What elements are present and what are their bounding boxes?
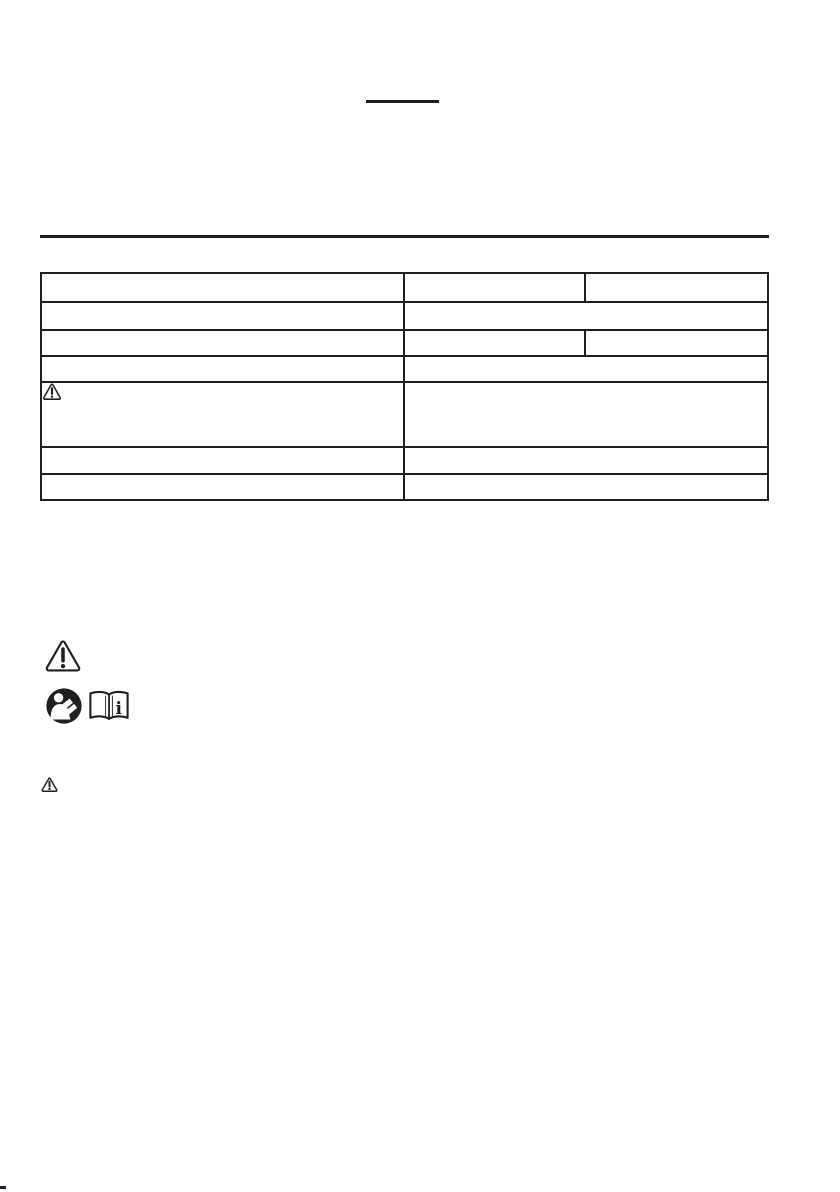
spec-cell	[404, 356, 768, 382]
table-row	[41, 356, 768, 382]
spec-cell	[404, 302, 768, 330]
table-row	[41, 302, 768, 330]
title-underline	[366, 100, 439, 103]
specifications-table	[40, 272, 769, 501]
table-row	[41, 447, 768, 474]
spec-cell	[41, 356, 404, 382]
spec-cell	[585, 330, 768, 356]
svg-text:i: i	[115, 699, 122, 719]
spec-cell	[404, 474, 768, 500]
section-divider-rule	[40, 235, 769, 238]
spec-cell-with-warning	[41, 382, 404, 447]
spec-cell	[41, 447, 404, 474]
table-row	[41, 330, 768, 356]
spec-cell	[585, 273, 768, 302]
table-row	[41, 382, 768, 447]
warning-triangle-icon	[41, 777, 58, 792]
spec-cell	[41, 474, 404, 500]
table-row	[41, 273, 768, 302]
spec-cell	[404, 273, 585, 302]
warning-triangle-icon	[42, 383, 62, 400]
spec-cell	[404, 330, 585, 356]
spec-cell	[404, 382, 768, 447]
print-registration-mark	[0, 1186, 6, 1189]
spec-cell	[404, 447, 768, 474]
spec-cell	[41, 302, 404, 330]
read-operators-manual-icon	[46, 688, 82, 724]
spec-cell	[41, 273, 404, 302]
instruction-book-info-icon	[87, 689, 131, 722]
table-row	[41, 474, 768, 500]
safety-alert-icon	[43, 639, 83, 672]
spec-cell	[41, 330, 404, 356]
